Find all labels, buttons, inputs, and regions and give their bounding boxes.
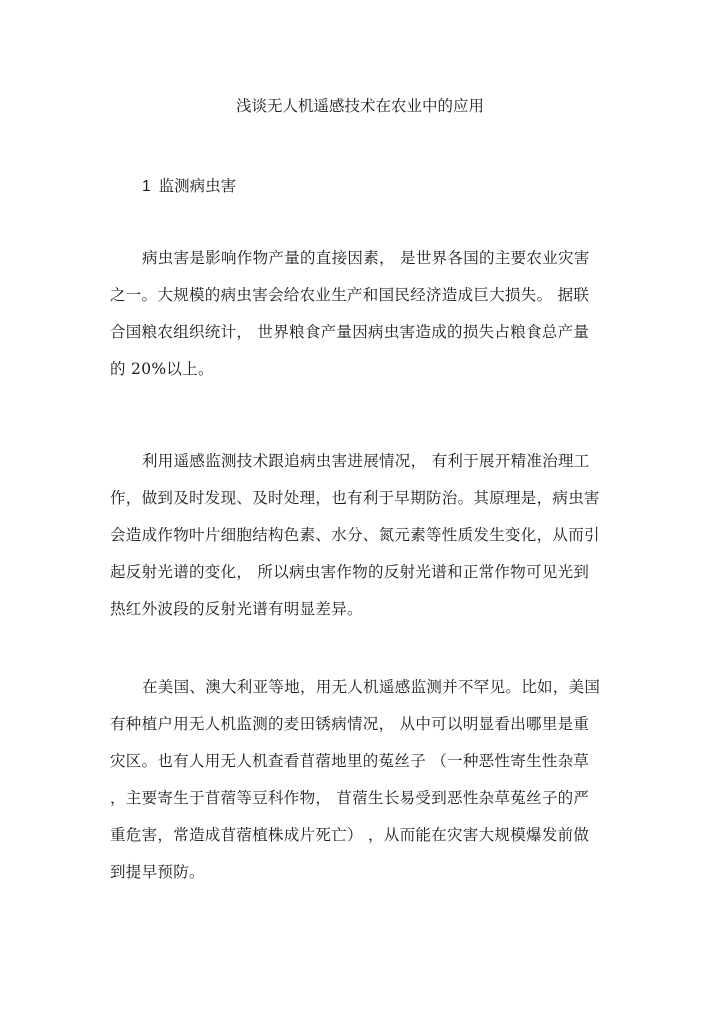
paragraph-1 (110, 240, 610, 388)
section-number: 1 (142, 178, 151, 195)
paragraph-line: 合国粮农组织统计， 世界粮食产量因病虫害造成的损失占粮食总产量 (110, 323, 590, 341)
section-heading-text: 监测病虫害 (158, 177, 237, 195)
paragraph-line: 在美国、澳大利亚等地，用无人机遥感监测并不罕见。比如，美国 (142, 678, 601, 696)
paragraph-line: 起反射光谱的变化， 所以病虫害作物的反射光谱和正常作物可见光到 (110, 563, 590, 581)
paragraph-line: 热红外波段的反射光谱有明显差异。 (110, 600, 363, 618)
paragraph-line: 会造成作物叶片细胞结构色素、水分、氮元素等性质发生变化，从而引 (110, 526, 600, 544)
paragraph-line: ，主要寄生于苜蓿等豆科作物， 苜蓿生长易受到恶性杂草菟丝子的严 (110, 789, 590, 807)
section-heading (142, 176, 236, 197)
paragraph-line: 灾区。也有人用无人机查看苜蓿地里的菟丝子 （一种恶性寄生性杂草 (110, 752, 590, 770)
paragraph-line: 病虫害是影响作物产量的直接因素， 是世界各国的主要农业灾害 (142, 249, 590, 267)
paragraph-3 (110, 669, 610, 891)
paragraph-line: 到提早预防。 (110, 863, 205, 881)
document-title: 浅谈无人机遥感技术在农业中的应用 (235, 97, 484, 115)
paragraph-line: 之一。大规模的病虫害会给农业生产和国民经济造成巨大损失。 据联 (110, 286, 590, 304)
paragraph-line: 重危害，常造成苜蓿植株成片死亡） ，从而能在灾害大规模爆发前做 (110, 826, 590, 844)
paragraph-line: 作，做到及时发现、及时处理，也有利于早期防治。其原理是，病虫害 (110, 489, 600, 507)
paragraph-2 (110, 443, 610, 628)
paragraph-line: 的 20%以上。 (110, 360, 214, 378)
paragraph-line: 利用遥感监测技术跟追病虫害进展情况， 有利于展开精准治理工 (142, 452, 590, 470)
paragraph-line: 有种植户用无人机监测的麦田锈病情况， 从中可以明显看出哪里是重 (110, 715, 590, 733)
